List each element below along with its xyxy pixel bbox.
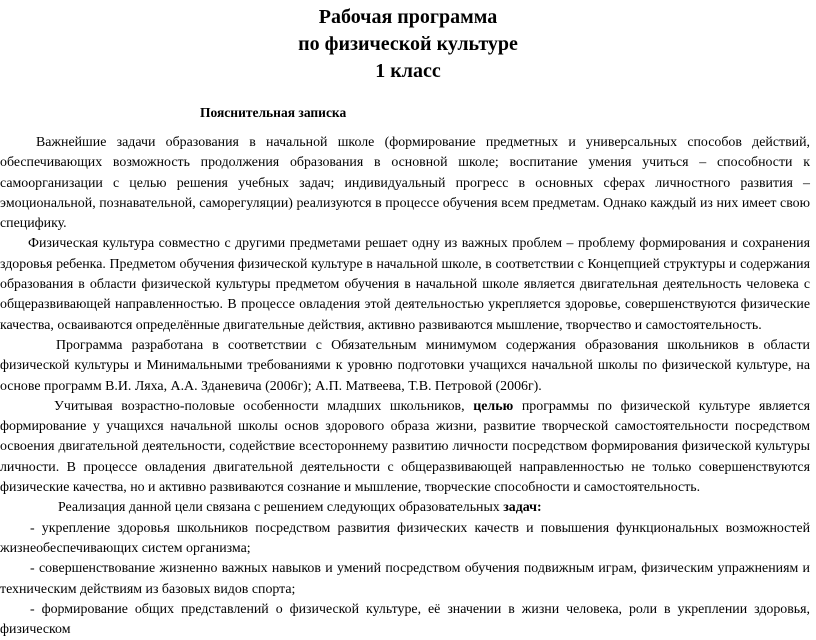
task-item: - укрепление здоровья школьников посредством развития физических качеств и повышения функциональных возможностей жизнеобеспечивающих систем организма; (0, 520, 810, 556)
paragraph-tasks-intro (0, 498, 810, 518)
title-line-3: 1 класс (375, 60, 441, 82)
task-item: - совершенствование жизненно важных навыков и умений посредством обучения подвижным играм, физическим упражнениям и техническим действиям из базовых видов спорта; (0, 561, 810, 597)
goal-keyword: целью (473, 398, 514, 414)
paragraph-physical-culture: Физическая культура совместно с другими предметами решает одну из важных проблем – проблему формирования и сохранения здоровья ребенка. Предметом обучения физической культуре в начальной школе, в соответствии с Концепцией структуры и содержания образования в области физической культуры предметом обучения в начальной школе является двигательная деятельность человека с общеразвивающей направленностью. В процессе овладения этой деятельностью укрепляется здоровье, совершенствуются физические качества, осваиваются определённые двигательные действия, активно развиваются мышление, творчество и самостоятельность. (0, 236, 810, 333)
goal-text-before: Учитывая возрастно-половые особенности младших школьников, (54, 398, 474, 414)
document-title (0, 4, 816, 85)
task-item: - формирование общих представлений о физической культуре, её значении в жизни человека, роли в укреплении здоровья, физическом (0, 601, 810, 638)
paragraph-program-basis: Программа разработана в соответствии с Обязательным минимумом содержания образования школьников в области физической культуры и Минимальными требованиями к уровню подготовки учащихся начальной школы по физической культуре, на основе программ В.И. Ляха, А.А. Зданевича (2006г); А.П. Матвеева, Т.В. Петровой (2006г). (0, 337, 810, 394)
tasks-intro-text: Реализация данной цели связана с решением следующих образовательных (58, 500, 504, 516)
paragraph-goal (0, 397, 810, 498)
title-line-1: Рабочая программа (318, 6, 498, 28)
tasks-keyword: задач: (503, 500, 542, 516)
document-body (0, 133, 810, 640)
goal-text-after: программы по физической культуре является формирование у учащихся начальной школы основ здорового образа жизни, развитие творческой самостоятельности посредством освоения двигательной деятельности, содействие всестороннему развитию личности посредством формирования физической культуры личности. В процессе овладения двигательной деятельности с общеразвивающей направленностью не только совершенствуются физические качества, но и активно развиваются сознание и мышление, творческие способности и самостоятельность. (0, 398, 811, 496)
explanatory-note-heading: Пояснительная записка (200, 105, 347, 120)
paragraph-education-tasks: Важнейшие задачи образования в начальной школе (формирование предметных и универсальных способов действий, обеспечивающих возможность продолжения образования в основной школе; воспитание умения учиться – способности к самоорганизации с целью решения учебных задач; индивидуальный прогресс в основных сферах личностного развития – эмоциональной, познавательной, саморегуляции) реализуются в процессе обучения всем предметам. Однако каждый из них имеет свою специфику. (0, 135, 810, 232)
title-line-2: по физической культуре (298, 33, 518, 55)
